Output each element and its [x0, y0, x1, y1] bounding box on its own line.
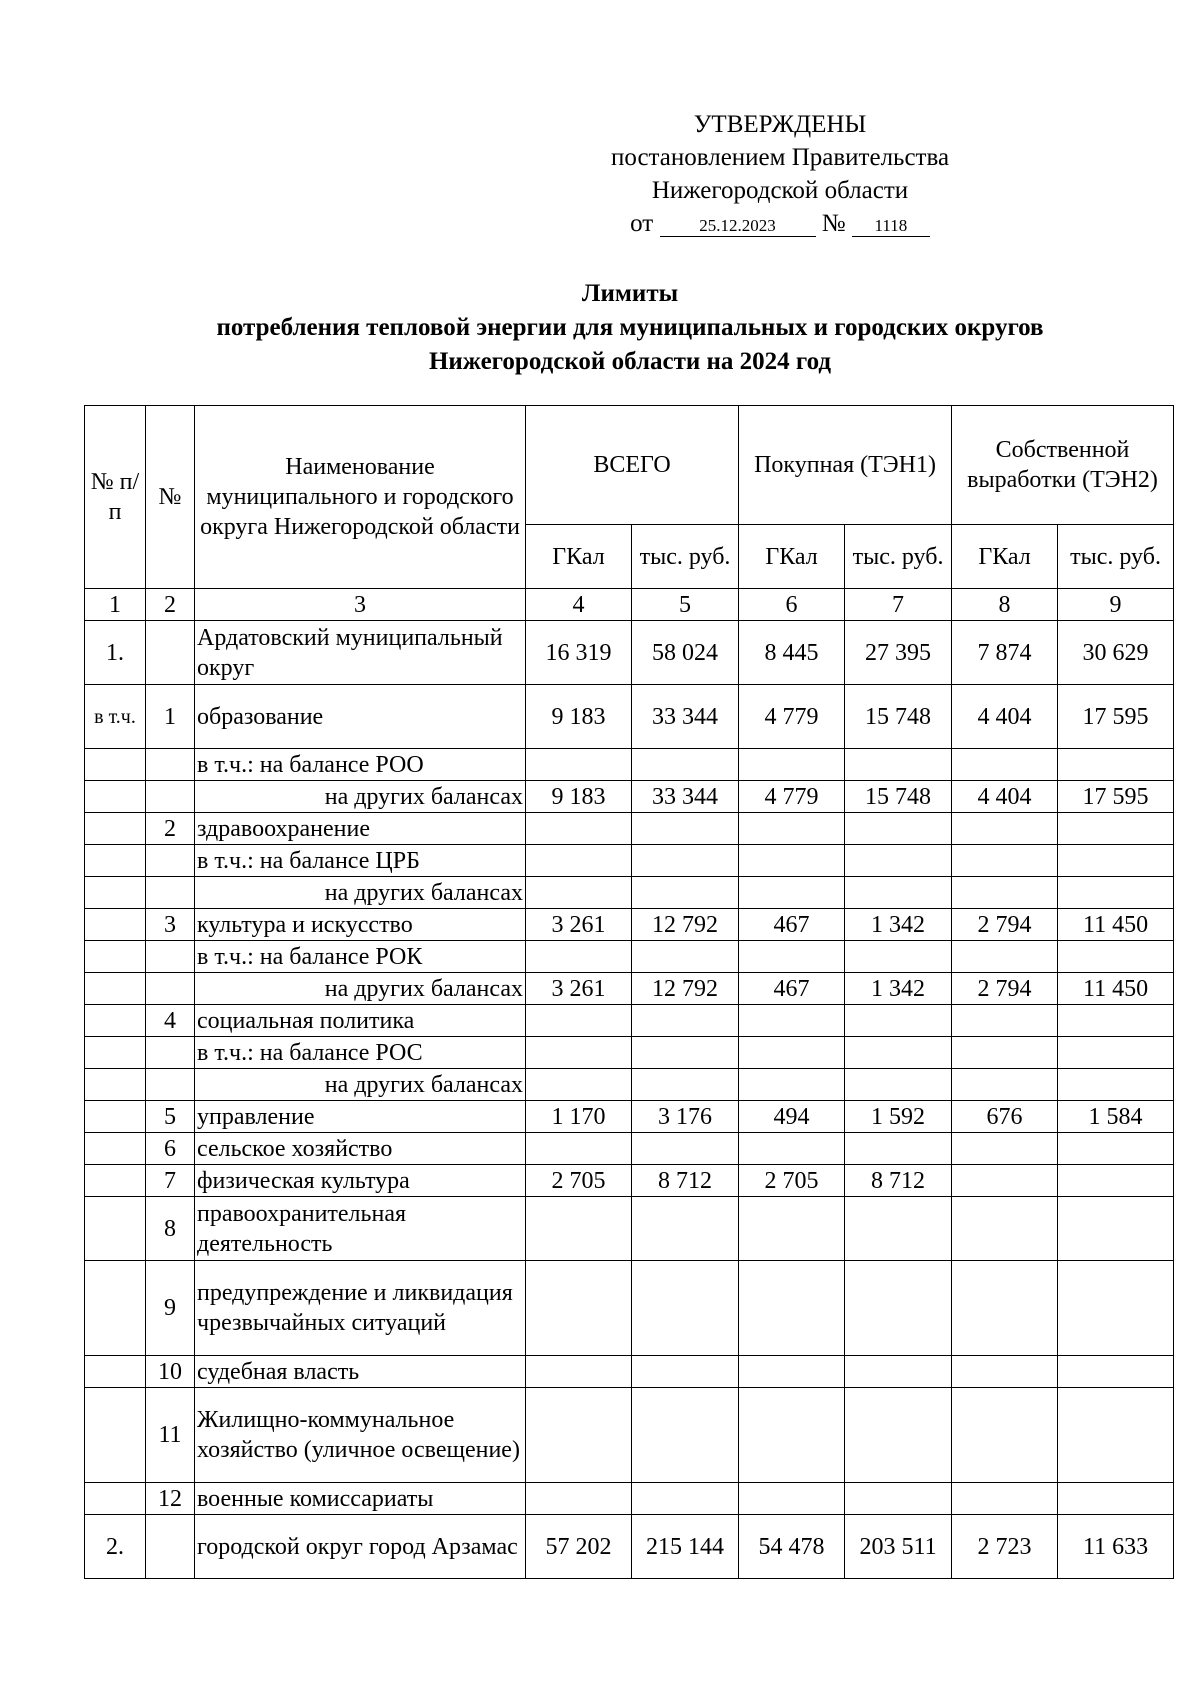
row-no: [146, 749, 195, 781]
row-value: [526, 749, 632, 781]
table-row: [85, 1037, 1174, 1069]
row-value: [1058, 941, 1174, 973]
row-pp: [85, 941, 146, 973]
row-value: [845, 1483, 952, 1515]
col-number: 6: [739, 589, 845, 621]
row-value: [739, 845, 845, 877]
approval-date-line: [560, 207, 1000, 240]
row-value: [952, 845, 1058, 877]
row-name: в т.ч.: на балансе РОО: [195, 749, 526, 781]
row-name: здравоохранение: [195, 813, 526, 845]
row-value: [952, 1069, 1058, 1101]
row-value: 4 779: [739, 685, 845, 749]
header-no: №: [146, 406, 195, 589]
row-value: 1 592: [845, 1101, 952, 1133]
col-number: 8: [952, 589, 1058, 621]
row-no: 6: [146, 1133, 195, 1165]
row-value: [739, 1483, 845, 1515]
row-value: [845, 1197, 952, 1261]
table-row: [85, 1133, 1174, 1165]
row-pp: [85, 1005, 146, 1037]
row-no: [146, 941, 195, 973]
row-value: [526, 1005, 632, 1037]
row-pp: [85, 1261, 146, 1356]
row-no: 10: [146, 1356, 195, 1388]
row-value: [739, 1388, 845, 1483]
row-pp: [85, 1133, 146, 1165]
row-pp: [85, 1197, 146, 1261]
row-value: [952, 1133, 1058, 1165]
row-value: 9 183: [526, 781, 632, 813]
row-value: [632, 1037, 739, 1069]
row-value: 15 748: [845, 685, 952, 749]
row-value: [739, 1133, 845, 1165]
row-value: [1058, 1388, 1174, 1483]
row-value: 30 629: [1058, 621, 1174, 685]
limits-table: [84, 405, 1174, 1579]
row-value: [632, 1261, 739, 1356]
row-value: 11 450: [1058, 973, 1174, 1005]
row-name: культура и искусство: [195, 909, 526, 941]
header-name: Наименование муниципального и городского округа Нижегородской области: [195, 406, 526, 589]
header-total-gcal: ГКал: [526, 525, 632, 589]
row-value: [526, 1388, 632, 1483]
row-pp: [85, 1165, 146, 1197]
row-value: [952, 1356, 1058, 1388]
row-value: [845, 749, 952, 781]
row-value: 57 202: [526, 1515, 632, 1579]
row-value: 3 176: [632, 1101, 739, 1133]
row-value: [632, 845, 739, 877]
table-row: [85, 813, 1174, 845]
row-value: 11 633: [1058, 1515, 1174, 1579]
row-value: [1058, 749, 1174, 781]
row-name: на других балансах: [195, 877, 526, 909]
row-value: 11 450: [1058, 909, 1174, 941]
table-row: [85, 1069, 1174, 1101]
row-no: [146, 781, 195, 813]
row-value: [1058, 1005, 1174, 1037]
header-total-rub: тыс. руб.: [632, 525, 739, 589]
column-numbers-row: [85, 589, 1174, 621]
row-no: 4: [146, 1005, 195, 1037]
row-value: 1 584: [1058, 1101, 1174, 1133]
row-name: городской округ город Арзамас: [195, 1515, 526, 1579]
row-no: 12: [146, 1483, 195, 1515]
col-number: 4: [526, 589, 632, 621]
row-value: 2 705: [739, 1165, 845, 1197]
row-no: 1: [146, 685, 195, 749]
row-no: [146, 877, 195, 909]
row-value: [952, 1388, 1058, 1483]
table-row: [85, 781, 1174, 813]
row-value: [952, 749, 1058, 781]
row-value: 2 794: [952, 973, 1058, 1005]
row-value: [526, 1069, 632, 1101]
row-value: [739, 749, 845, 781]
row-name: управление: [195, 1101, 526, 1133]
table-row: [85, 1101, 1174, 1133]
row-value: 2 705: [526, 1165, 632, 1197]
table-row: [85, 1197, 1174, 1261]
row-value: [526, 941, 632, 973]
row-value: 15 748: [845, 781, 952, 813]
row-name: социальная политика: [195, 1005, 526, 1037]
row-pp: [85, 1356, 146, 1388]
row-value: [632, 1069, 739, 1101]
row-value: [1058, 1037, 1174, 1069]
row-name: на других балансах: [195, 973, 526, 1005]
row-value: [632, 1197, 739, 1261]
row-value: 4 779: [739, 781, 845, 813]
col-number: 9: [1058, 589, 1174, 621]
row-name: правоохранительная деятельность: [195, 1197, 526, 1261]
title-line-1: Лимиты: [581, 280, 679, 307]
row-value: 4 404: [952, 685, 1058, 749]
row-value: 4 404: [952, 781, 1058, 813]
row-name: военные комиссариаты: [195, 1483, 526, 1515]
table-row: [85, 749, 1174, 781]
row-value: [952, 877, 1058, 909]
date-prefix: от: [630, 210, 654, 237]
row-value: [739, 941, 845, 973]
row-pp: [85, 845, 146, 877]
row-no: 7: [146, 1165, 195, 1197]
row-value: [1058, 1483, 1174, 1515]
row-value: [526, 877, 632, 909]
row-pp: в т.ч.: [85, 685, 146, 749]
row-value: [845, 1388, 952, 1483]
row-no: [146, 621, 195, 685]
row-no: 11: [146, 1388, 195, 1483]
row-value: [526, 1133, 632, 1165]
row-pp: [85, 1483, 146, 1515]
row-pp: [85, 1037, 146, 1069]
row-pp: [85, 909, 146, 941]
row-no: 8: [146, 1197, 195, 1261]
row-value: [952, 941, 1058, 973]
row-value: 8 445: [739, 621, 845, 685]
row-value: 33 344: [632, 781, 739, 813]
row-value: [1058, 1356, 1174, 1388]
row-value: [952, 1261, 1058, 1356]
row-value: [952, 1483, 1058, 1515]
row-value: [526, 1261, 632, 1356]
row-value: 2 794: [952, 909, 1058, 941]
row-value: 17 595: [1058, 685, 1174, 749]
row-value: 8 712: [632, 1165, 739, 1197]
row-value: 467: [739, 909, 845, 941]
header-purchased: Покупная (ТЭН1): [739, 406, 952, 525]
table-row: [85, 1483, 1174, 1515]
row-value: 7 874: [952, 621, 1058, 685]
row-value: [632, 813, 739, 845]
approval-block: [560, 108, 1000, 240]
row-value: [739, 813, 845, 845]
table-row: [85, 1388, 1174, 1483]
header-pp: № п/п: [85, 406, 146, 589]
row-value: [632, 1388, 739, 1483]
row-value: 1 342: [845, 909, 952, 941]
row-value: [632, 1005, 739, 1037]
row-pp: [85, 877, 146, 909]
row-value: [632, 1483, 739, 1515]
row-name: образование: [195, 685, 526, 749]
row-value: [739, 1037, 845, 1069]
row-value: [845, 1037, 952, 1069]
col-number: 3: [195, 589, 526, 621]
row-value: 3 261: [526, 973, 632, 1005]
row-value: [526, 1197, 632, 1261]
row-value: [952, 1197, 1058, 1261]
row-name: сельское хозяйство: [195, 1133, 526, 1165]
row-value: 203 511: [845, 1515, 952, 1579]
row-name: предупреждение и ликвидация чрезвычайных ситуаций: [195, 1261, 526, 1356]
row-value: [739, 1005, 845, 1037]
col-number: 1: [85, 589, 146, 621]
row-name: судебная власть: [195, 1356, 526, 1388]
number-sign: №: [821, 210, 846, 237]
approval-number: 1118: [852, 216, 930, 237]
table-row: [85, 1165, 1174, 1197]
row-value: 33 344: [632, 685, 739, 749]
row-value: [952, 813, 1058, 845]
row-value: 676: [952, 1101, 1058, 1133]
row-value: [1058, 813, 1174, 845]
row-value: 54 478: [739, 1515, 845, 1579]
row-value: 12 792: [632, 973, 739, 1005]
header-purchased-gcal: ГКал: [739, 525, 845, 589]
row-value: [845, 941, 952, 973]
row-pp: 2.: [85, 1515, 146, 1579]
header-own: Собственной выработки (ТЭН2): [952, 406, 1174, 525]
row-value: [739, 877, 845, 909]
row-pp: [85, 813, 146, 845]
row-value: [526, 845, 632, 877]
row-value: 58 024: [632, 621, 739, 685]
table-row: [85, 941, 1174, 973]
row-value: [739, 1356, 845, 1388]
row-no: [146, 1515, 195, 1579]
row-value: 467: [739, 973, 845, 1005]
row-value: [739, 1197, 845, 1261]
row-value: [739, 1069, 845, 1101]
row-value: [952, 1037, 1058, 1069]
row-pp: [85, 749, 146, 781]
row-value: [1058, 877, 1174, 909]
row-no: [146, 973, 195, 1005]
row-value: [632, 877, 739, 909]
row-name: на других балансах: [195, 1069, 526, 1101]
row-name: на других балансах: [195, 781, 526, 813]
row-value: 16 319: [526, 621, 632, 685]
table-row: [85, 621, 1174, 685]
document-title: [80, 277, 1180, 379]
row-pp: [85, 973, 146, 1005]
row-value: [845, 1356, 952, 1388]
table-row: [85, 845, 1174, 877]
row-value: [526, 813, 632, 845]
row-no: 2: [146, 813, 195, 845]
approval-line-2: Нижегородской области: [651, 177, 909, 204]
title-line-2: потребления тепловой энергии для муниципальных и городских округов: [216, 314, 1044, 341]
row-no: [146, 1037, 195, 1069]
table-row: [85, 685, 1174, 749]
row-value: 494: [739, 1101, 845, 1133]
row-value: 1 342: [845, 973, 952, 1005]
table-row: [85, 877, 1174, 909]
row-value: [845, 877, 952, 909]
row-value: 9 183: [526, 685, 632, 749]
row-value: [739, 1261, 845, 1356]
table-row: [85, 1005, 1174, 1037]
row-value: 8 712: [845, 1165, 952, 1197]
approval-date: 25.12.2023: [660, 216, 816, 237]
row-value: [1058, 1069, 1174, 1101]
table-row: [85, 1261, 1174, 1356]
row-value: [845, 1261, 952, 1356]
row-value: 27 395: [845, 621, 952, 685]
row-no: 9: [146, 1261, 195, 1356]
row-value: [632, 941, 739, 973]
row-name: Ардатовский муниципальный округ: [195, 621, 526, 685]
row-value: [845, 1005, 952, 1037]
header-own-gcal: ГКал: [952, 525, 1058, 589]
col-number: 7: [845, 589, 952, 621]
row-value: [952, 1005, 1058, 1037]
approval-heading: УТВЕРЖДЕНЫ: [693, 111, 867, 138]
row-value: [1058, 1165, 1174, 1197]
header-purchased-rub: тыс. руб.: [845, 525, 952, 589]
row-value: [845, 1069, 952, 1101]
row-pp: [85, 1101, 146, 1133]
row-value: [1058, 1261, 1174, 1356]
row-value: 12 792: [632, 909, 739, 941]
row-pp: [85, 1388, 146, 1483]
table-row: [85, 1515, 1174, 1579]
row-no: 3: [146, 909, 195, 941]
row-name: в т.ч.: на балансе ЦРБ: [195, 845, 526, 877]
row-name: физическая культура: [195, 1165, 526, 1197]
table-row: [85, 973, 1174, 1005]
row-name: в т.ч.: на балансе РОС: [195, 1037, 526, 1069]
row-value: [845, 813, 952, 845]
row-value: [952, 1165, 1058, 1197]
row-pp: 1.: [85, 621, 146, 685]
row-no: 5: [146, 1101, 195, 1133]
table-row: [85, 909, 1174, 941]
row-value: 1 170: [526, 1101, 632, 1133]
row-pp: [85, 781, 146, 813]
row-value: [632, 1356, 739, 1388]
table-row: [85, 1356, 1174, 1388]
col-number: 5: [632, 589, 739, 621]
title-line-3: Нижегородской области на 2024 год: [428, 348, 832, 375]
row-value: [1058, 845, 1174, 877]
row-value: [526, 1356, 632, 1388]
row-value: 215 144: [632, 1515, 739, 1579]
row-value: [632, 749, 739, 781]
row-value: [845, 1133, 952, 1165]
row-value: [1058, 1197, 1174, 1261]
row-value: 2 723: [952, 1515, 1058, 1579]
row-name: Жилищно-коммунальное хозяйство (уличное освещение): [195, 1388, 526, 1483]
row-value: [845, 845, 952, 877]
row-value: 17 595: [1058, 781, 1174, 813]
header-own-rub: тыс. руб.: [1058, 525, 1174, 589]
approval-line-1: постановлением Правительства: [610, 144, 950, 171]
row-pp: [85, 1069, 146, 1101]
row-no: [146, 845, 195, 877]
row-value: 3 261: [526, 909, 632, 941]
row-no: [146, 1069, 195, 1101]
row-value: [632, 1133, 739, 1165]
col-number: 2: [146, 589, 195, 621]
row-value: [526, 1037, 632, 1069]
header-total: ВСЕГО: [526, 406, 739, 525]
row-name: в т.ч.: на балансе РОК: [195, 941, 526, 973]
row-value: [1058, 1133, 1174, 1165]
row-value: [526, 1483, 632, 1515]
